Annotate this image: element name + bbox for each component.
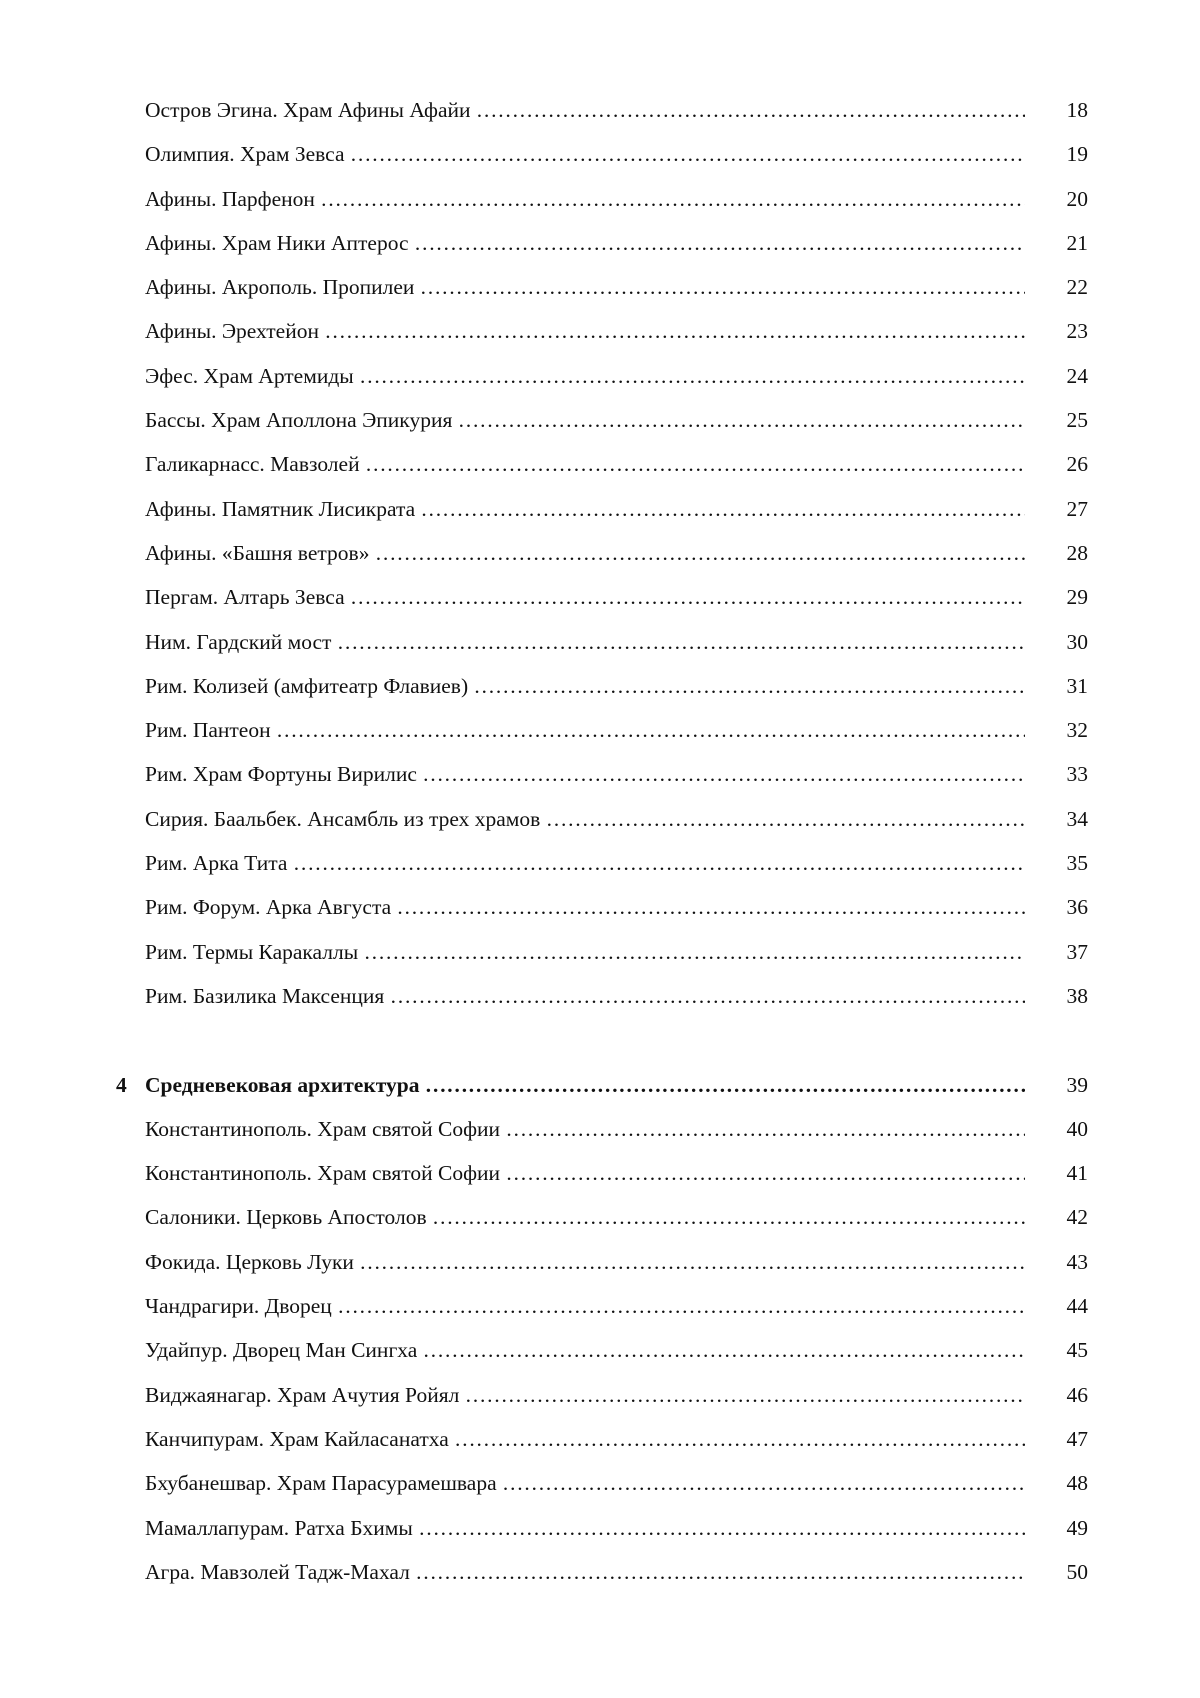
toc-entry-title-text: Ним. Гардский мост	[145, 629, 332, 654]
toc-entry-title-text: Константинополь. Храм святой Софии	[145, 1161, 501, 1186]
toc-entry-title-text: Агра. Мавзолей Тадж-Махал	[145, 1559, 410, 1584]
toc-entry-page-number: 24	[1066, 363, 1088, 388]
toc-entry-page-number: 47	[1066, 1426, 1088, 1451]
toc-entry[interactable]	[0, 1240, 1200, 1284]
toc-entry-page-number: 29	[1066, 585, 1088, 610]
toc-entry-title	[145, 1461, 1025, 1505]
toc-entry[interactable]	[0, 132, 1200, 176]
toc-entry-page-number: 35	[1066, 851, 1088, 876]
toc-entry-title-text: Рим. Пантеон	[145, 718, 271, 743]
toc-entry-title-text: Пергам. Алтарь Зевса	[145, 585, 345, 610]
toc-entry[interactable]	[0, 1506, 1200, 1550]
toc-entry[interactable]	[0, 177, 1200, 221]
toc-entry-title-text: Галикарнасс. Мавзолей	[145, 452, 360, 477]
toc-section-ancient	[0, 88, 1200, 1018]
chapter-heading-4[interactable]	[0, 1063, 1200, 1107]
toc-entry-page-number: 42	[1066, 1205, 1088, 1230]
toc-entry-title	[145, 841, 1025, 885]
toc-entry-title	[145, 708, 1025, 752]
toc-entry-page-number: 21	[1066, 230, 1088, 255]
toc-entry-title-text: Виджаянагар. Храм Ачутия Ройял	[145, 1382, 460, 1407]
toc-entry-title	[145, 1550, 1025, 1594]
toc-entry-title	[145, 221, 1025, 265]
chapter-page-number: 39	[1066, 1072, 1088, 1097]
toc-entry-title-text: Фокида. Церковь Луки	[145, 1249, 354, 1274]
toc-entry-page-number: 19	[1066, 142, 1088, 167]
toc-entry[interactable]	[0, 1328, 1200, 1372]
toc-entry-page-number: 45	[1066, 1338, 1088, 1363]
toc-entry-title	[145, 177, 1025, 221]
toc-entry-title-text: Афины. Памятник Лисикрата	[145, 496, 416, 521]
toc-entry-title	[145, 487, 1025, 531]
toc-entry-page-number: 31	[1066, 673, 1088, 698]
toc-entry-title	[145, 1151, 1025, 1195]
toc-entry-title-text: Мамаллапурам. Ратха Бхимы	[145, 1515, 413, 1540]
toc-entry-title-text: Салоники. Церковь Апостолов	[145, 1205, 427, 1230]
toc-entry[interactable]	[0, 531, 1200, 575]
toc-entry[interactable]	[0, 620, 1200, 664]
toc-entry-title-text: Рим. Колизей (амфитеатр Флавиев)	[145, 673, 469, 698]
toc-entry[interactable]	[0, 841, 1200, 885]
toc-entry-title-text: Афины. Парфенон	[145, 186, 315, 211]
toc-entry-title	[145, 1195, 1025, 1239]
toc-entry-title	[145, 531, 1025, 575]
toc-entry-page-number: 40	[1066, 1116, 1088, 1141]
toc-entry-page-number: 34	[1066, 806, 1088, 831]
toc-entry-page-number: 23	[1066, 319, 1088, 344]
toc-entry-title-text: Рим. Храм Фортуны Вирилис	[145, 762, 417, 787]
toc-entry-page-number: 49	[1066, 1515, 1088, 1540]
toc-entry-title-text: Рим. Арка Тита	[145, 851, 288, 876]
toc-entry-title-text: Канчипурам. Храм Кайласанатха	[145, 1426, 449, 1451]
toc-entry-page-number: 41	[1066, 1161, 1088, 1186]
toc-entry-title	[145, 354, 1025, 398]
toc-entry-title-text: Удайпур. Дворец Ман Сингха	[145, 1338, 418, 1363]
toc-entry[interactable]	[0, 265, 1200, 309]
toc-entry[interactable]	[0, 974, 1200, 1018]
toc-entry-title	[145, 930, 1025, 974]
toc-entry[interactable]	[0, 797, 1200, 841]
toc-section-medieval	[0, 1107, 1200, 1594]
toc-entry-page-number: 30	[1066, 629, 1088, 654]
toc-entry-title	[145, 88, 1025, 132]
toc-entry-page-number: 50	[1066, 1559, 1088, 1584]
toc-entry-title	[145, 309, 1025, 353]
table-of-contents	[0, 88, 1200, 1594]
toc-entry-title-text: Чандрагири. Дворец	[145, 1294, 332, 1319]
toc-entry-page-number: 33	[1066, 762, 1088, 787]
toc-entry-title	[145, 664, 1025, 708]
toc-entry[interactable]	[0, 221, 1200, 265]
toc-entry-title-text: Константинополь. Храм святой Софии	[145, 1116, 501, 1141]
toc-entry-title	[145, 752, 1025, 796]
toc-entry-title	[145, 797, 1025, 841]
toc-entry-title	[145, 885, 1025, 929]
toc-entry-title-text: Бхубанешвар. Храм Парасурамешвара	[145, 1471, 497, 1496]
toc-entry-title-text: Олимпия. Храм Зевса	[145, 142, 345, 167]
toc-entry[interactable]	[0, 354, 1200, 398]
chapter-title	[145, 1063, 1025, 1107]
toc-entry[interactable]	[0, 1417, 1200, 1461]
section-gap	[0, 1018, 1200, 1062]
toc-entry-title	[145, 132, 1025, 176]
toc-entry[interactable]	[0, 398, 1200, 442]
toc-entry[interactable]	[0, 1550, 1200, 1594]
toc-entry-title-text: Рим. Форум. Арка Августа	[145, 895, 392, 920]
chapter-title-text: Средневековая архитектура	[145, 1072, 420, 1097]
toc-entry-title	[145, 1107, 1025, 1151]
toc-entry[interactable]	[0, 1284, 1200, 1328]
toc-entry[interactable]	[0, 930, 1200, 974]
toc-entry-title-text: Афины. «Башня ветров»	[145, 540, 370, 565]
toc-entry-title-text: Бассы. Храм Аполлона Эпикурия	[145, 408, 453, 433]
toc-entry-title	[145, 1284, 1025, 1328]
toc-entry-title	[145, 974, 1025, 1018]
toc-entry-page-number: 20	[1066, 186, 1088, 211]
toc-entry[interactable]	[0, 1195, 1200, 1239]
toc-entry[interactable]	[0, 88, 1200, 132]
toc-entry-page-number: 37	[1066, 939, 1088, 964]
toc-entry-page-number: 48	[1066, 1471, 1088, 1496]
toc-entry[interactable]	[0, 1461, 1200, 1505]
toc-entry-page-number: 26	[1066, 452, 1088, 477]
toc-entry[interactable]	[0, 1107, 1200, 1151]
toc-entry-title-text: Остров Эгина. Храм Афины Афайи	[145, 98, 471, 122]
toc-entry-title-text: Сирия. Баальбек. Ансамбль из трех храмов	[145, 806, 541, 831]
chapter-number: 4	[116, 1072, 127, 1097]
toc-entry[interactable]	[0, 487, 1200, 531]
toc-entry[interactable]	[0, 885, 1200, 929]
toc-entry[interactable]	[0, 1151, 1200, 1195]
toc-entry[interactable]	[0, 664, 1200, 708]
toc-entry-title	[145, 1373, 1025, 1417]
toc-entry-page-number: 18	[1066, 98, 1088, 122]
toc-entry-page-number: 43	[1066, 1249, 1088, 1274]
toc-entry-page-number: 38	[1066, 983, 1088, 1008]
toc-entry-title	[145, 620, 1025, 664]
toc-entry-title-text: Рим. Термы Каракаллы	[145, 939, 359, 964]
toc-entry-title-text: Афины. Храм Ники Аптерос	[145, 230, 409, 255]
toc-entry-title	[145, 398, 1025, 442]
toc-entry-title	[145, 442, 1025, 486]
toc-entry[interactable]	[0, 1373, 1200, 1417]
toc-entry[interactable]	[0, 752, 1200, 796]
toc-entry-page-number: 22	[1066, 275, 1088, 300]
toc-entry-title-text: Эфес. Храм Артемиды	[145, 363, 354, 388]
toc-entry-title-text: Афины. Эрехтейон	[145, 319, 319, 344]
toc-entry[interactable]	[0, 575, 1200, 619]
toc-entry-page-number: 28	[1066, 540, 1088, 565]
toc-entry-page-number: 46	[1066, 1382, 1088, 1407]
toc-entry-title	[145, 265, 1025, 309]
toc-entry-page-number: 27	[1066, 496, 1088, 521]
toc-entry[interactable]	[0, 309, 1200, 353]
toc-entry-title	[145, 1328, 1025, 1372]
toc-entry-title	[145, 1417, 1025, 1461]
toc-entry-title	[145, 1240, 1025, 1284]
toc-entry-title-text: Афины. Акрополь. Пропилеи	[145, 275, 415, 300]
toc-entry[interactable]	[0, 442, 1200, 486]
toc-entry-page-number: 36	[1066, 895, 1088, 920]
toc-entry-title	[145, 1506, 1025, 1550]
toc-entry-title-text: Рим. Базилика Максенция	[145, 983, 385, 1008]
toc-entry-title	[145, 575, 1025, 619]
toc-entry-page-number: 32	[1066, 718, 1088, 743]
toc-entry-page-number: 25	[1066, 408, 1088, 433]
toc-entry[interactable]	[0, 708, 1200, 752]
toc-entry-page-number: 44	[1066, 1294, 1088, 1319]
